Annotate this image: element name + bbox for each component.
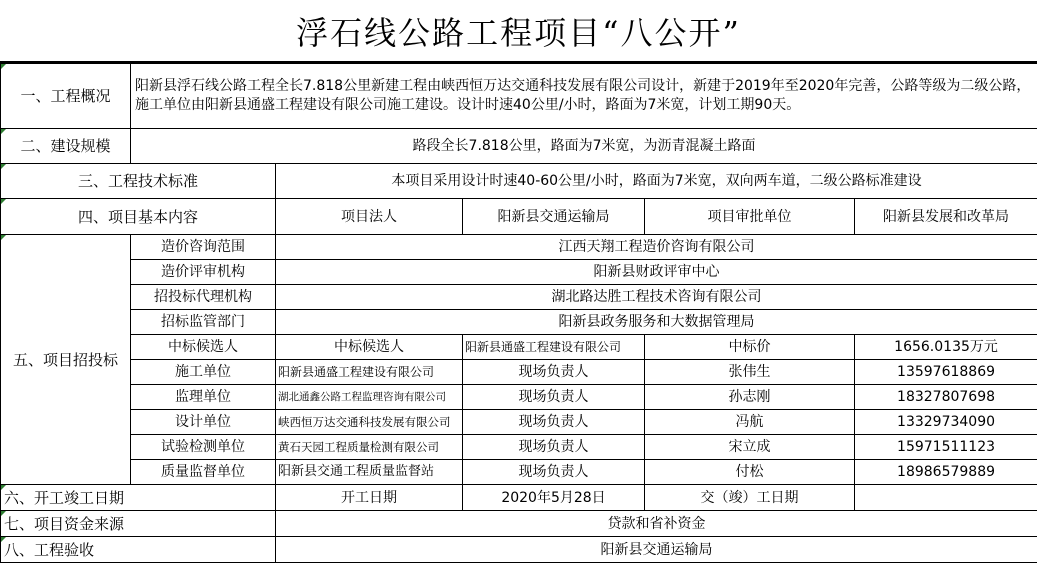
acceptance-label[interactable]: 八、工程验收 (1, 537, 276, 563)
unit-duty[interactable]: 现场负责人 (463, 385, 645, 410)
unit-phone[interactable]: 13329734090 (855, 410, 1037, 435)
unit-company[interactable]: 阳新县交通工程质量监督站 (276, 460, 463, 485)
unit-phone[interactable]: 15971511123 (855, 435, 1037, 460)
winner-label[interactable]: 中标候选人 (131, 335, 276, 360)
row-winner (1, 335, 1037, 360)
agent-label[interactable]: 招投标代理机构 (131, 285, 276, 310)
row-scale (1, 129, 1037, 164)
basic-label[interactable]: 四、项目基本内容 (1, 199, 276, 235)
scale-text[interactable]: 路段全长7.818公里，路面为7米宽，为沥青混凝土路面 (131, 129, 1037, 164)
unit-person[interactable]: 孙志刚 (645, 385, 855, 410)
approval-value[interactable]: 阳新县发展和改革局 (855, 199, 1037, 235)
funding-label[interactable]: 七、项目资金来源 (1, 511, 276, 537)
row-supervision-unit (1, 385, 1037, 410)
winner-value[interactable]: 阳新县通盛工程建设有限公司 (463, 335, 645, 360)
start-value[interactable]: 2020年5月28日 (463, 485, 645, 511)
unit-phone[interactable]: 18327807698 (855, 385, 1037, 410)
disclosure-table (0, 63, 1037, 563)
standard-label[interactable]: 三、工程技术标准 (1, 164, 276, 199)
page-title: 浮石线公路工程项目“八公开” (0, 0, 1037, 63)
unit-person[interactable]: 冯航 (645, 410, 855, 435)
row-construction-unit (1, 360, 1037, 385)
end-label[interactable]: 交（竣）工日期 (645, 485, 855, 511)
row-testing-unit (1, 435, 1037, 460)
legal-person-label[interactable]: 项目法人 (276, 199, 463, 235)
unit-role[interactable]: 设计单位 (131, 410, 276, 435)
unit-person[interactable]: 宋立成 (645, 435, 855, 460)
unit-company[interactable]: 阳新县通盛工程建设有限公司 (276, 360, 463, 385)
price-value[interactable]: 1656.0135万元 (855, 335, 1037, 360)
row-acceptance (1, 537, 1037, 563)
row-agent (1, 285, 1037, 310)
row-cost-scope (1, 235, 1037, 260)
unit-person[interactable]: 张伟生 (645, 360, 855, 385)
row-standard (1, 164, 1037, 199)
row-supervise (1, 310, 1037, 335)
unit-role[interactable]: 施工单位 (131, 360, 276, 385)
standard-text[interactable]: 本项目采用设计时速40-60公里/小时，路面为7米宽，双向两车道，二级公路标准建设 (276, 164, 1037, 199)
dates-label[interactable]: 六、开工竣工日期 (1, 485, 276, 511)
scale-label[interactable]: 二、建设规模 (1, 129, 131, 164)
approval-label[interactable]: 项目审批单位 (645, 199, 855, 235)
overview-text[interactable]: 阳新县浮石线公路工程全长7.818公里新建工程由峡西恒万达交通科技发展有限公司设计，新建于2019年至2020年完善，公路等级为二级公路，施工单位由阳新县通盛工程建设有限公司施工建设。设计时速40公里/小时，路面为7米宽，计划工期90天。 (131, 64, 1037, 129)
cost-review-label[interactable]: 造价评审机构 (131, 260, 276, 285)
row-overview (1, 64, 1037, 129)
unit-phone[interactable]: 13597618869 (855, 360, 1037, 385)
cost-scope-label[interactable]: 造价咨询范围 (131, 235, 276, 260)
legal-person-value[interactable]: 阳新县交通运输局 (463, 199, 645, 235)
unit-duty[interactable]: 现场负责人 (463, 360, 645, 385)
unit-duty[interactable]: 现场负责人 (463, 460, 645, 485)
row-quality-unit (1, 460, 1037, 485)
cost-scope-value[interactable]: 江西天翔工程造价咨询有限公司 (276, 235, 1037, 260)
unit-duty[interactable]: 现场负责人 (463, 410, 645, 435)
row-funding (1, 511, 1037, 537)
cost-review-value[interactable]: 阳新县财政评审中心 (276, 260, 1037, 285)
agent-value[interactable]: 湖北路达胜工程技术咨询有限公司 (276, 285, 1037, 310)
unit-phone[interactable]: 18986579889 (855, 460, 1037, 485)
supervise-value[interactable]: 阳新县政务服务和大数据管理局 (276, 310, 1037, 335)
unit-company[interactable]: 湖北通鑫公路工程监理咨询有限公司 (276, 385, 463, 410)
winner-label-2[interactable]: 中标候选人 (276, 335, 463, 360)
row-dates (1, 485, 1037, 511)
row-design-unit (1, 410, 1037, 435)
price-label[interactable]: 中标价 (645, 335, 855, 360)
start-label[interactable]: 开工日期 (276, 485, 463, 511)
end-value[interactable] (855, 485, 1037, 511)
unit-company[interactable]: 黄石天园工程质量检测有限公司 (276, 435, 463, 460)
unit-role[interactable]: 质量监督单位 (131, 460, 276, 485)
bidding-label[interactable]: 五、项目招投标 (1, 235, 131, 485)
unit-role[interactable]: 监理单位 (131, 385, 276, 410)
overview-label[interactable]: 一、工程概况 (1, 64, 131, 129)
funding-text[interactable]: 贷款和省补资金 (276, 511, 1037, 537)
unit-person[interactable]: 付松 (645, 460, 855, 485)
row-cost-review (1, 260, 1037, 285)
unit-role[interactable]: 试验检测单位 (131, 435, 276, 460)
unit-company[interactable]: 峡西恒万达交通科技发展有限公司 (276, 410, 463, 435)
acceptance-text[interactable]: 阳新县交通运输局 (276, 537, 1037, 563)
row-basic (1, 199, 1037, 235)
supervise-label[interactable]: 招标监管部门 (131, 310, 276, 335)
unit-duty[interactable]: 现场负责人 (463, 435, 645, 460)
